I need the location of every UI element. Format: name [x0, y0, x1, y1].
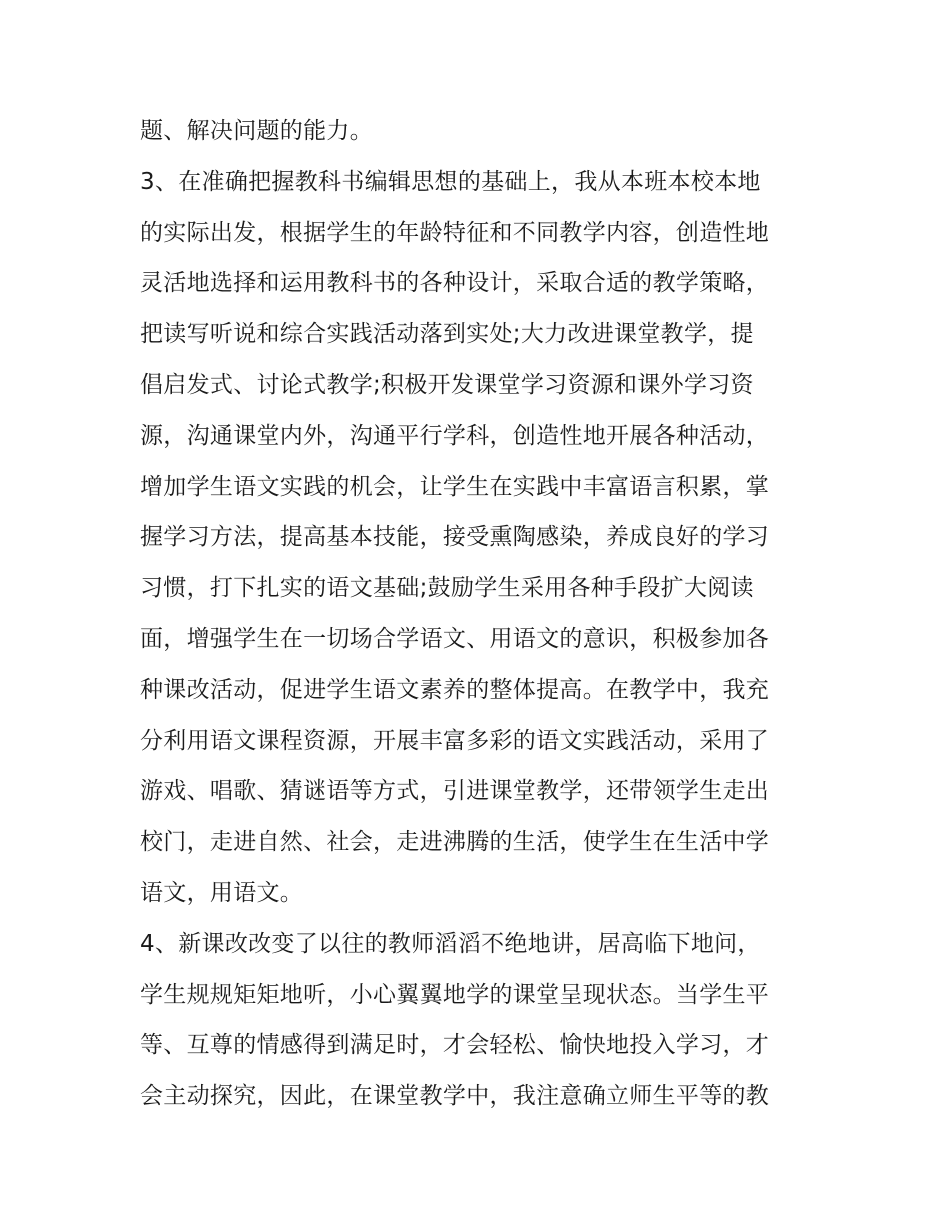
text-line: 源，沟通课堂内外，沟通平行学科，创造性地开展各种活动， — [140, 422, 770, 449]
text-line: 校门，走进自然、社会，走进沸腾的生活，使学生在生活中学 — [140, 829, 770, 856]
text-line: 握学习方法，提高基本技能，接受熏陶感染，养成良好的学习 — [140, 524, 770, 551]
text-line: 灵活地选择和运用教科书的各种设计，采取合适的教学策略， — [140, 270, 770, 297]
text-line: 4、新课改改变了以往的教师滔滔不绝地讲，居高临下地问， — [140, 930, 761, 957]
text-line: 种课改活动，促进学生语文素养的整体提高。在教学中，我充 — [140, 676, 770, 703]
text-line: 分利用语文课程资源，开展丰富多彩的语文实践活动，采用了 — [140, 727, 770, 754]
text-line: 等、互尊的情感得到满足时，才会轻松、愉快地投入学习，才 — [140, 1032, 770, 1059]
text-line: 把读写听说和综合实践活动落到实处;大力改进课堂教学，提 — [140, 321, 754, 348]
text-line: 题、解决问题的能力。 — [140, 118, 373, 144]
text-line: 增加学生语文实践的机会，让学生在实践中丰富语言积累，掌 — [140, 473, 770, 500]
text-line: 3、在准确把握教科书编辑思想的基础上，我从本班本校本地 — [140, 168, 761, 195]
text-line: 学生规规矩矩地听，小心翼翼地学的课堂呈现状态。当学生平 — [140, 981, 770, 1008]
text-line: 语文，用语文。 — [140, 879, 304, 906]
text-line: 会主动探究，因此，在课堂教学中，我注意确立师生平等的教 — [140, 1083, 770, 1110]
body-text — [140, 106, 830, 1122]
text-line: 习惯，打下扎实的语文基础;鼓励学生采用各种手段扩大阅读 — [140, 575, 754, 602]
text-line: 倡启发式、讨论式教学;积极开发课堂学习资源和课外学习资 — [140, 371, 754, 398]
text-line: 游戏、唱歌、猜谜语等方式，引进课堂教学，还带领学生走出 — [140, 778, 770, 805]
text-line: 的实际出发，根据学生的年龄特征和不同教学内容，创造性地 — [140, 219, 770, 246]
text-line: 面，增强学生在一切场合学语文、用语文的意识，积极参加各 — [140, 625, 770, 652]
